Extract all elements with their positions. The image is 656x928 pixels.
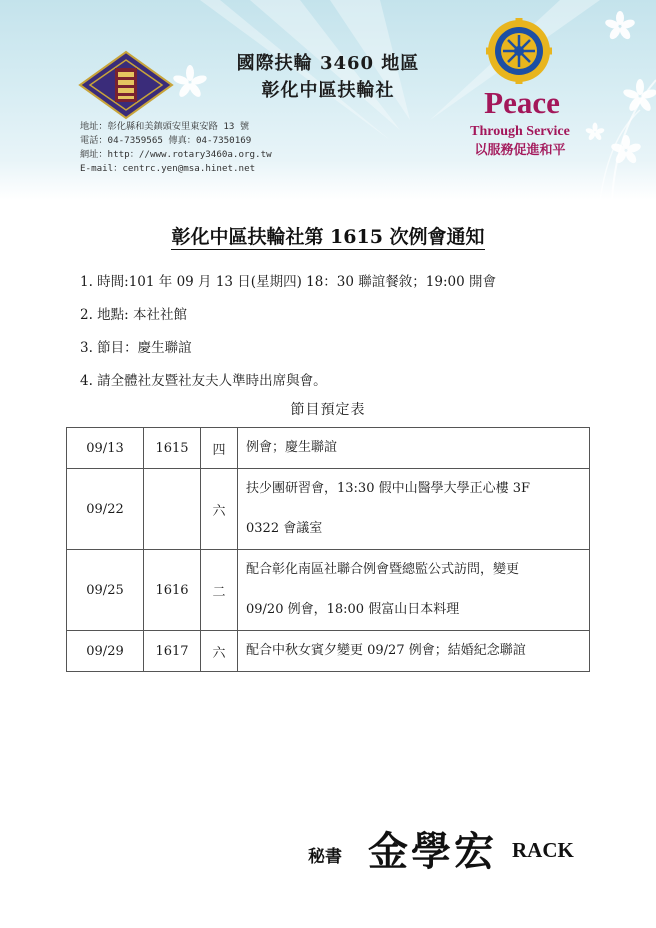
signature-label: 秘書 — [308, 847, 342, 867]
description-line: 配合中秋女賓夕變更 09/27 例會；結婚紀念聯誼 — [246, 643, 526, 658]
website-line: 網址：http：//www.rotary3460a.org.tw — [80, 149, 272, 160]
district-name: 國際扶輪 3460 地區 — [236, 53, 420, 74]
description-line: 扶少團研習會，13:30 假中山醫學大學正心樓 3F — [246, 481, 531, 496]
weekday-cell: 四 — [201, 428, 238, 469]
description-cell — [238, 550, 590, 631]
description-line: 例會；慶生聯誼 — [246, 440, 338, 455]
email-line: E-mail：centrc.yen@msa.hinet.net — [80, 163, 256, 174]
table-row — [67, 428, 590, 469]
description-line: 0322 會議室 — [246, 521, 323, 536]
signature-name: 金學宏 — [368, 828, 497, 875]
description-cell — [238, 469, 590, 550]
schedule-title: 節目預定表 — [290, 402, 366, 418]
page-title-text: 彰化中區扶輪社第 1615 次例會通知 — [171, 226, 485, 248]
date-cell: 09/22 — [67, 469, 144, 550]
club-name: 彰化中區扶輪社 — [261, 80, 395, 101]
flower-decoration-icon — [0, 0, 656, 200]
notice-item-program: 3. 節目：慶生聯誼 — [80, 340, 192, 356]
signature-english: RACK — [512, 838, 574, 862]
meeting-number-cell: 1615 — [144, 428, 201, 469]
notice-items — [80, 266, 496, 398]
date-cell: 09/13 — [67, 428, 144, 469]
description-line: 配合彰化南區社聯合例會暨總監公式訪問，變更 — [246, 562, 520, 577]
letterhead — [0, 0, 656, 200]
notice-item-place: 2. 地點: 本社社館 — [80, 307, 188, 323]
notice-item-time: 1. 時間:101 年 09 月 13 日(星期四) 18：30 聯誼餐敘；19:00 開會 — [80, 274, 496, 290]
signature-block — [0, 818, 656, 878]
table-row — [67, 631, 590, 672]
description-cell — [238, 631, 590, 672]
motto-text: 以服務促進和平 — [474, 143, 566, 158]
table-row — [67, 469, 590, 550]
date-cell: 09/25 — [67, 550, 144, 631]
weekday-cell: 六 — [201, 631, 238, 672]
notice-item-attendance: 4. 請全體社友暨社友夫人準時出席與會。 — [80, 373, 327, 389]
meeting-number-cell — [144, 469, 201, 550]
weekday-cell: 二 — [201, 550, 238, 631]
meeting-number-cell: 1616 — [144, 550, 201, 631]
schedule-table — [66, 427, 590, 672]
address-line: 地址：彰化縣和美鎮頭安里東安路 13 號 — [80, 121, 250, 132]
peace-slogan: Peace — [484, 85, 560, 120]
phone-line: 電話：04-7359565 傳真：04-7350169 — [80, 135, 252, 146]
date-cell: 09/29 — [67, 631, 144, 672]
description-cell — [238, 428, 590, 469]
through-service-slogan: Through Service — [470, 124, 570, 139]
page-title — [0, 222, 656, 249]
meeting-number-cell: 1617 — [144, 631, 201, 672]
description-line: 09/20 例會，18:00 假富山日本料理 — [246, 602, 460, 617]
weekday-cell: 六 — [201, 469, 238, 550]
table-row — [67, 550, 590, 631]
